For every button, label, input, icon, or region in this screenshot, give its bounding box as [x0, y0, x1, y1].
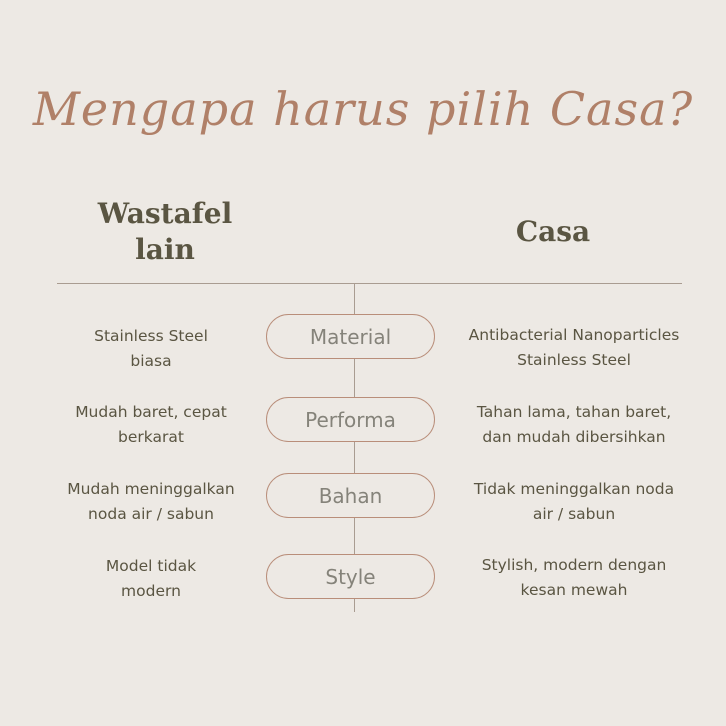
category-pill-performa: Performa — [266, 397, 435, 442]
category-pill-style: Style — [266, 554, 435, 599]
column-header-casa: Casa — [515, 215, 591, 248]
cell-line: Mudah meninggalkan — [67, 480, 235, 498]
column-header-line: lain — [135, 233, 195, 266]
cell-line: kesan mewah — [520, 581, 628, 599]
column-header-line: Wastafel — [97, 197, 233, 230]
cell-line: Stylish, modern dengan — [481, 556, 667, 574]
category-pill-material: Material — [266, 314, 435, 359]
cell-line: modern — [121, 582, 181, 600]
cell-line: noda air / sabun — [88, 505, 214, 523]
cell-line: Model tidak — [105, 557, 197, 575]
row-bahan-right — [448, 477, 700, 527]
row-bahan-left — [48, 477, 254, 527]
header-divider — [57, 283, 682, 284]
page-title: Mengapa harus pilih Casa? — [32, 82, 694, 136]
row-material-left — [48, 324, 254, 374]
row-performa-right — [448, 400, 700, 450]
cell-line: Stainless Steel — [94, 327, 208, 345]
cell-line: Stainless Steel — [517, 351, 631, 369]
cell-line: air / sabun — [532, 505, 616, 523]
cell-line: berkarat — [118, 428, 184, 446]
row-style-left — [48, 554, 254, 604]
column-header-other-sinks — [60, 196, 270, 268]
cell-line: Tidak meninggalkan noda — [473, 480, 675, 498]
cell-line: biasa — [130, 352, 172, 370]
cell-line: dan mudah dibersihkan — [482, 428, 666, 446]
row-style-right — [448, 553, 700, 603]
row-performa-left — [48, 400, 254, 450]
cell-line: Tahan lama, tahan baret, — [476, 403, 672, 421]
category-pill-bahan: Bahan — [266, 473, 435, 518]
cell-line: Antibacterial Nanoparticles — [468, 326, 680, 344]
cell-line: Mudah baret, cepat — [75, 403, 227, 421]
row-material-right — [448, 323, 700, 373]
